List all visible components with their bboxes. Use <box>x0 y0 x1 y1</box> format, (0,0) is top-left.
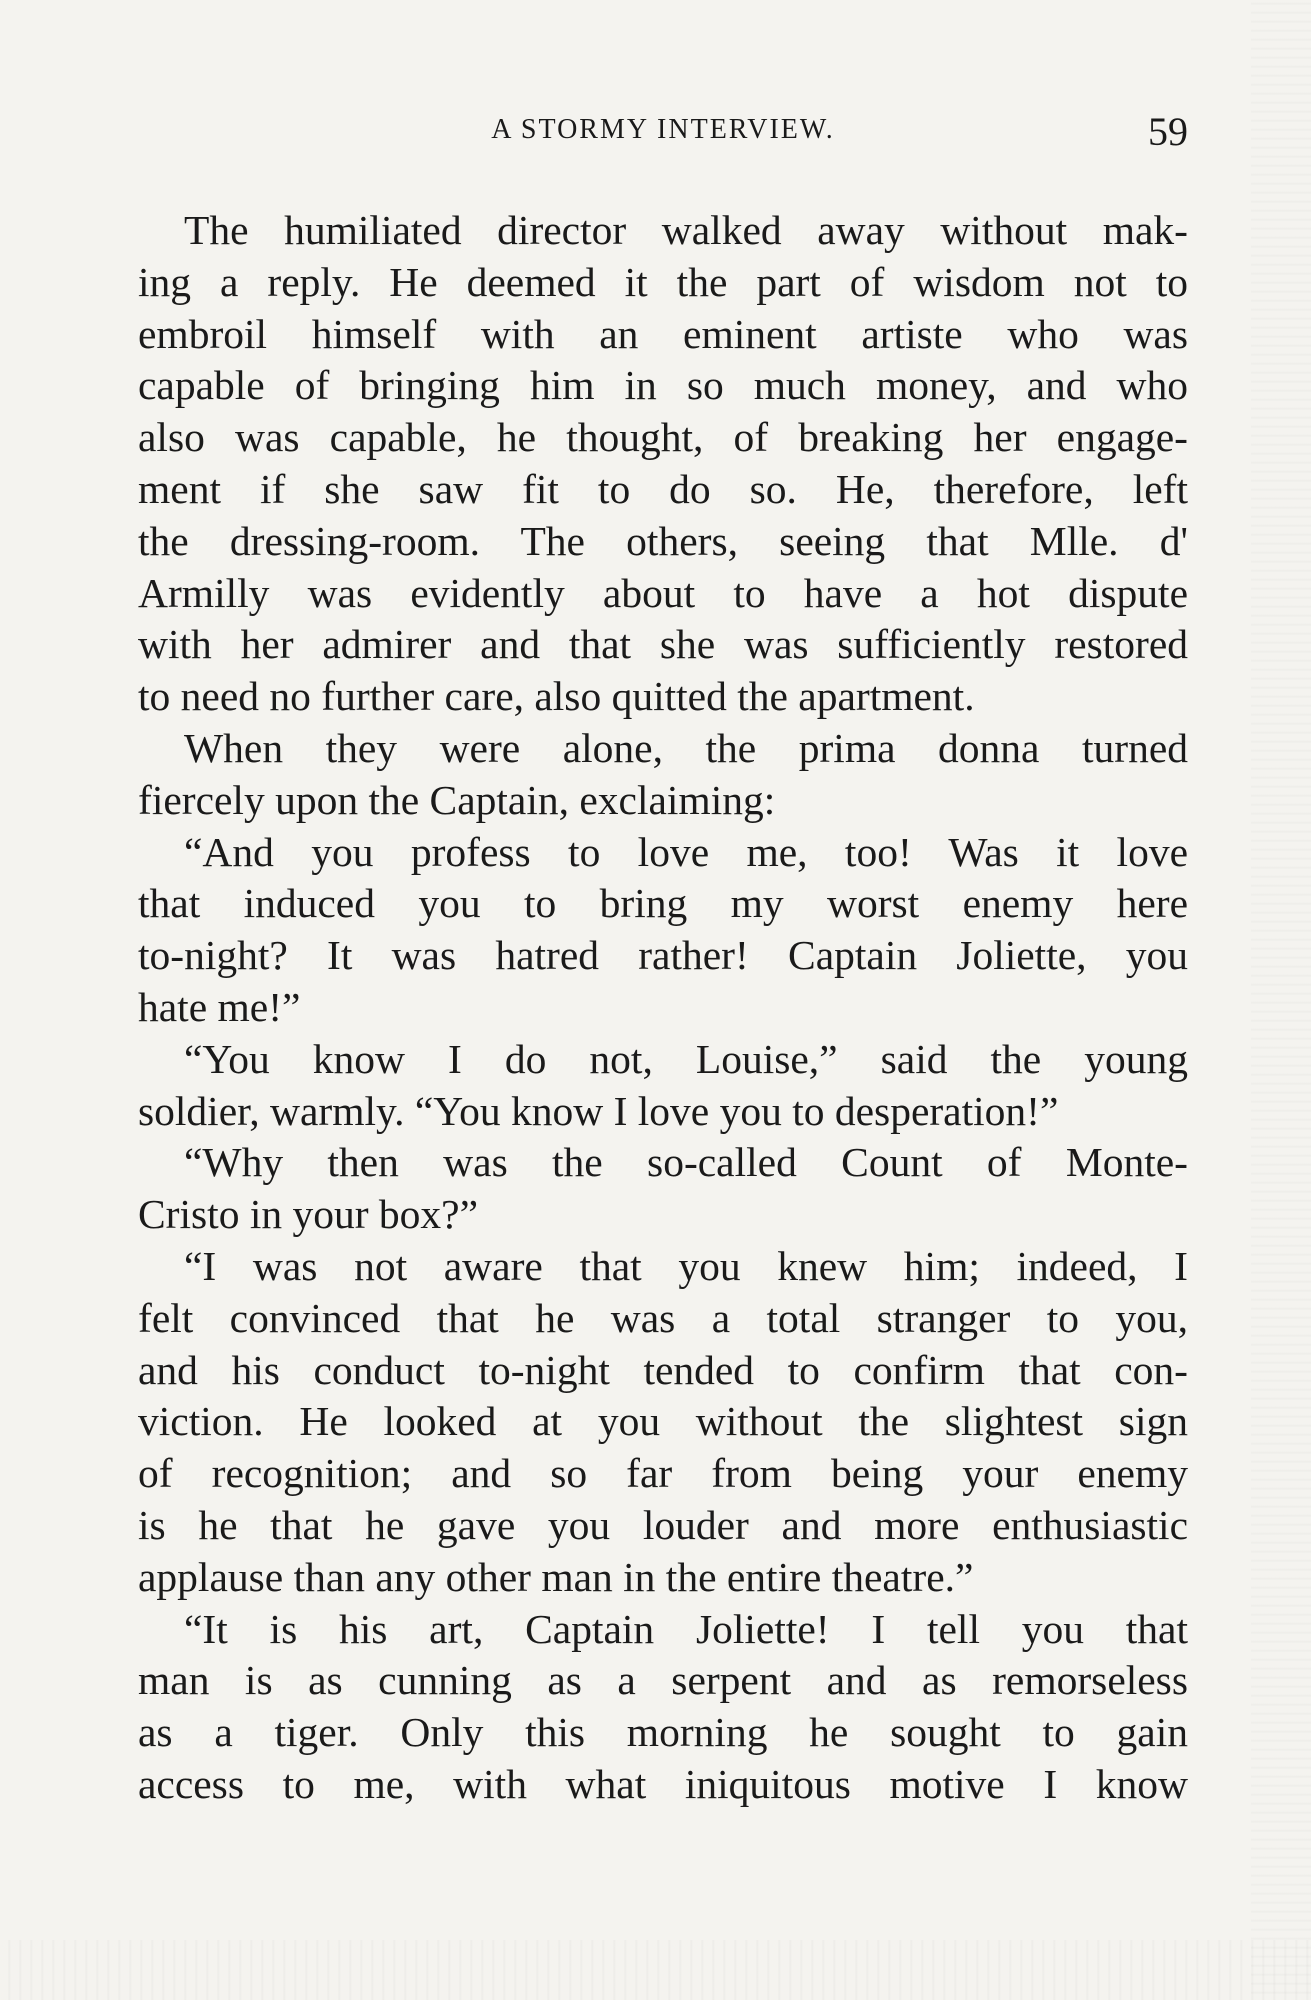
page-number: 59 <box>1148 109 1188 154</box>
text-line: as a tiger. Only this morning he sought to gain <box>138 1709 1188 1756</box>
text-line: The humiliated director walked away without mak- <box>184 207 1188 253</box>
text-line: of recognition; and so far from being your enemy <box>138 1450 1188 1497</box>
text-line: “And you profess to love me, too! Was it love <box>184 828 1188 875</box>
text-line: also was capable, he thought, of breaking her engage- <box>138 414 1188 461</box>
text-line: applause than any other man in the entire theatre.” <box>138 1553 974 1600</box>
text-line: to-night? It was hatred rather! Captain Joliette, you <box>138 932 1188 979</box>
text-line: felt convinced that he was a total stranger to you, <box>138 1294 1188 1341</box>
text-line: is he that he gave you louder and more enthusiastic <box>138 1501 1188 1548</box>
text-line: to need no further care, also quitted the apartment. <box>138 673 975 720</box>
text-line: soldier, warmly. “You know I love you to desperation!” <box>138 1087 1059 1134</box>
page-bottom-speckle <box>0 1940 1311 2000</box>
text-line: capable of bringing him in so much money, and who <box>138 362 1188 409</box>
running-head: A STORMY INTERVIEW. <box>491 114 835 145</box>
text-line: and his conduct to-night tended to confirm that con- <box>138 1346 1188 1393</box>
text-line: ment if she saw fit to do so. He, therefore, left <box>138 465 1188 512</box>
text-line: “I was not aware that you knew him; indeed, I <box>184 1242 1188 1289</box>
text-line: ing a reply. He deemed it the part of wisdom not to <box>138 258 1188 305</box>
text-line: Armilly was evidently about to have a hot dispute <box>138 569 1188 616</box>
text-line: the dressing-room. The others, seeing that Mlle. d' <box>138 517 1188 564</box>
text-line: embroil himself with an eminent artiste who was <box>138 310 1188 357</box>
text-line: When they were alone, the prima donna turned <box>184 724 1188 771</box>
text-line: man is as cunning as a serpent and as remorseless <box>138 1657 1188 1704</box>
text-line: hate me!” <box>138 983 301 1030</box>
text-line: “You know I do not, Louise,” said the young <box>184 1035 1188 1082</box>
text-line: with her admirer and that she was sufficiently restored <box>138 621 1188 668</box>
text-line: that induced you to bring my worst enemy here <box>138 880 1188 927</box>
body-text <box>138 205 1188 1811</box>
page-header <box>138 109 1188 164</box>
text-line: “Why then was the so-called Count of Monte- <box>184 1139 1188 1186</box>
text-line: viction. He looked at you without the slightest sign <box>138 1398 1188 1445</box>
text-line: fiercely upon the Captain, exclaiming: <box>138 776 776 823</box>
text-line: access to me, with what iniquitous motive I know <box>138 1760 1188 1807</box>
page-edge-speckle <box>1251 0 1311 2000</box>
text-line: Cristo in your box?” <box>138 1191 479 1238</box>
text-line: “It is his art, Captain Joliette! I tell you that <box>184 1605 1188 1652</box>
